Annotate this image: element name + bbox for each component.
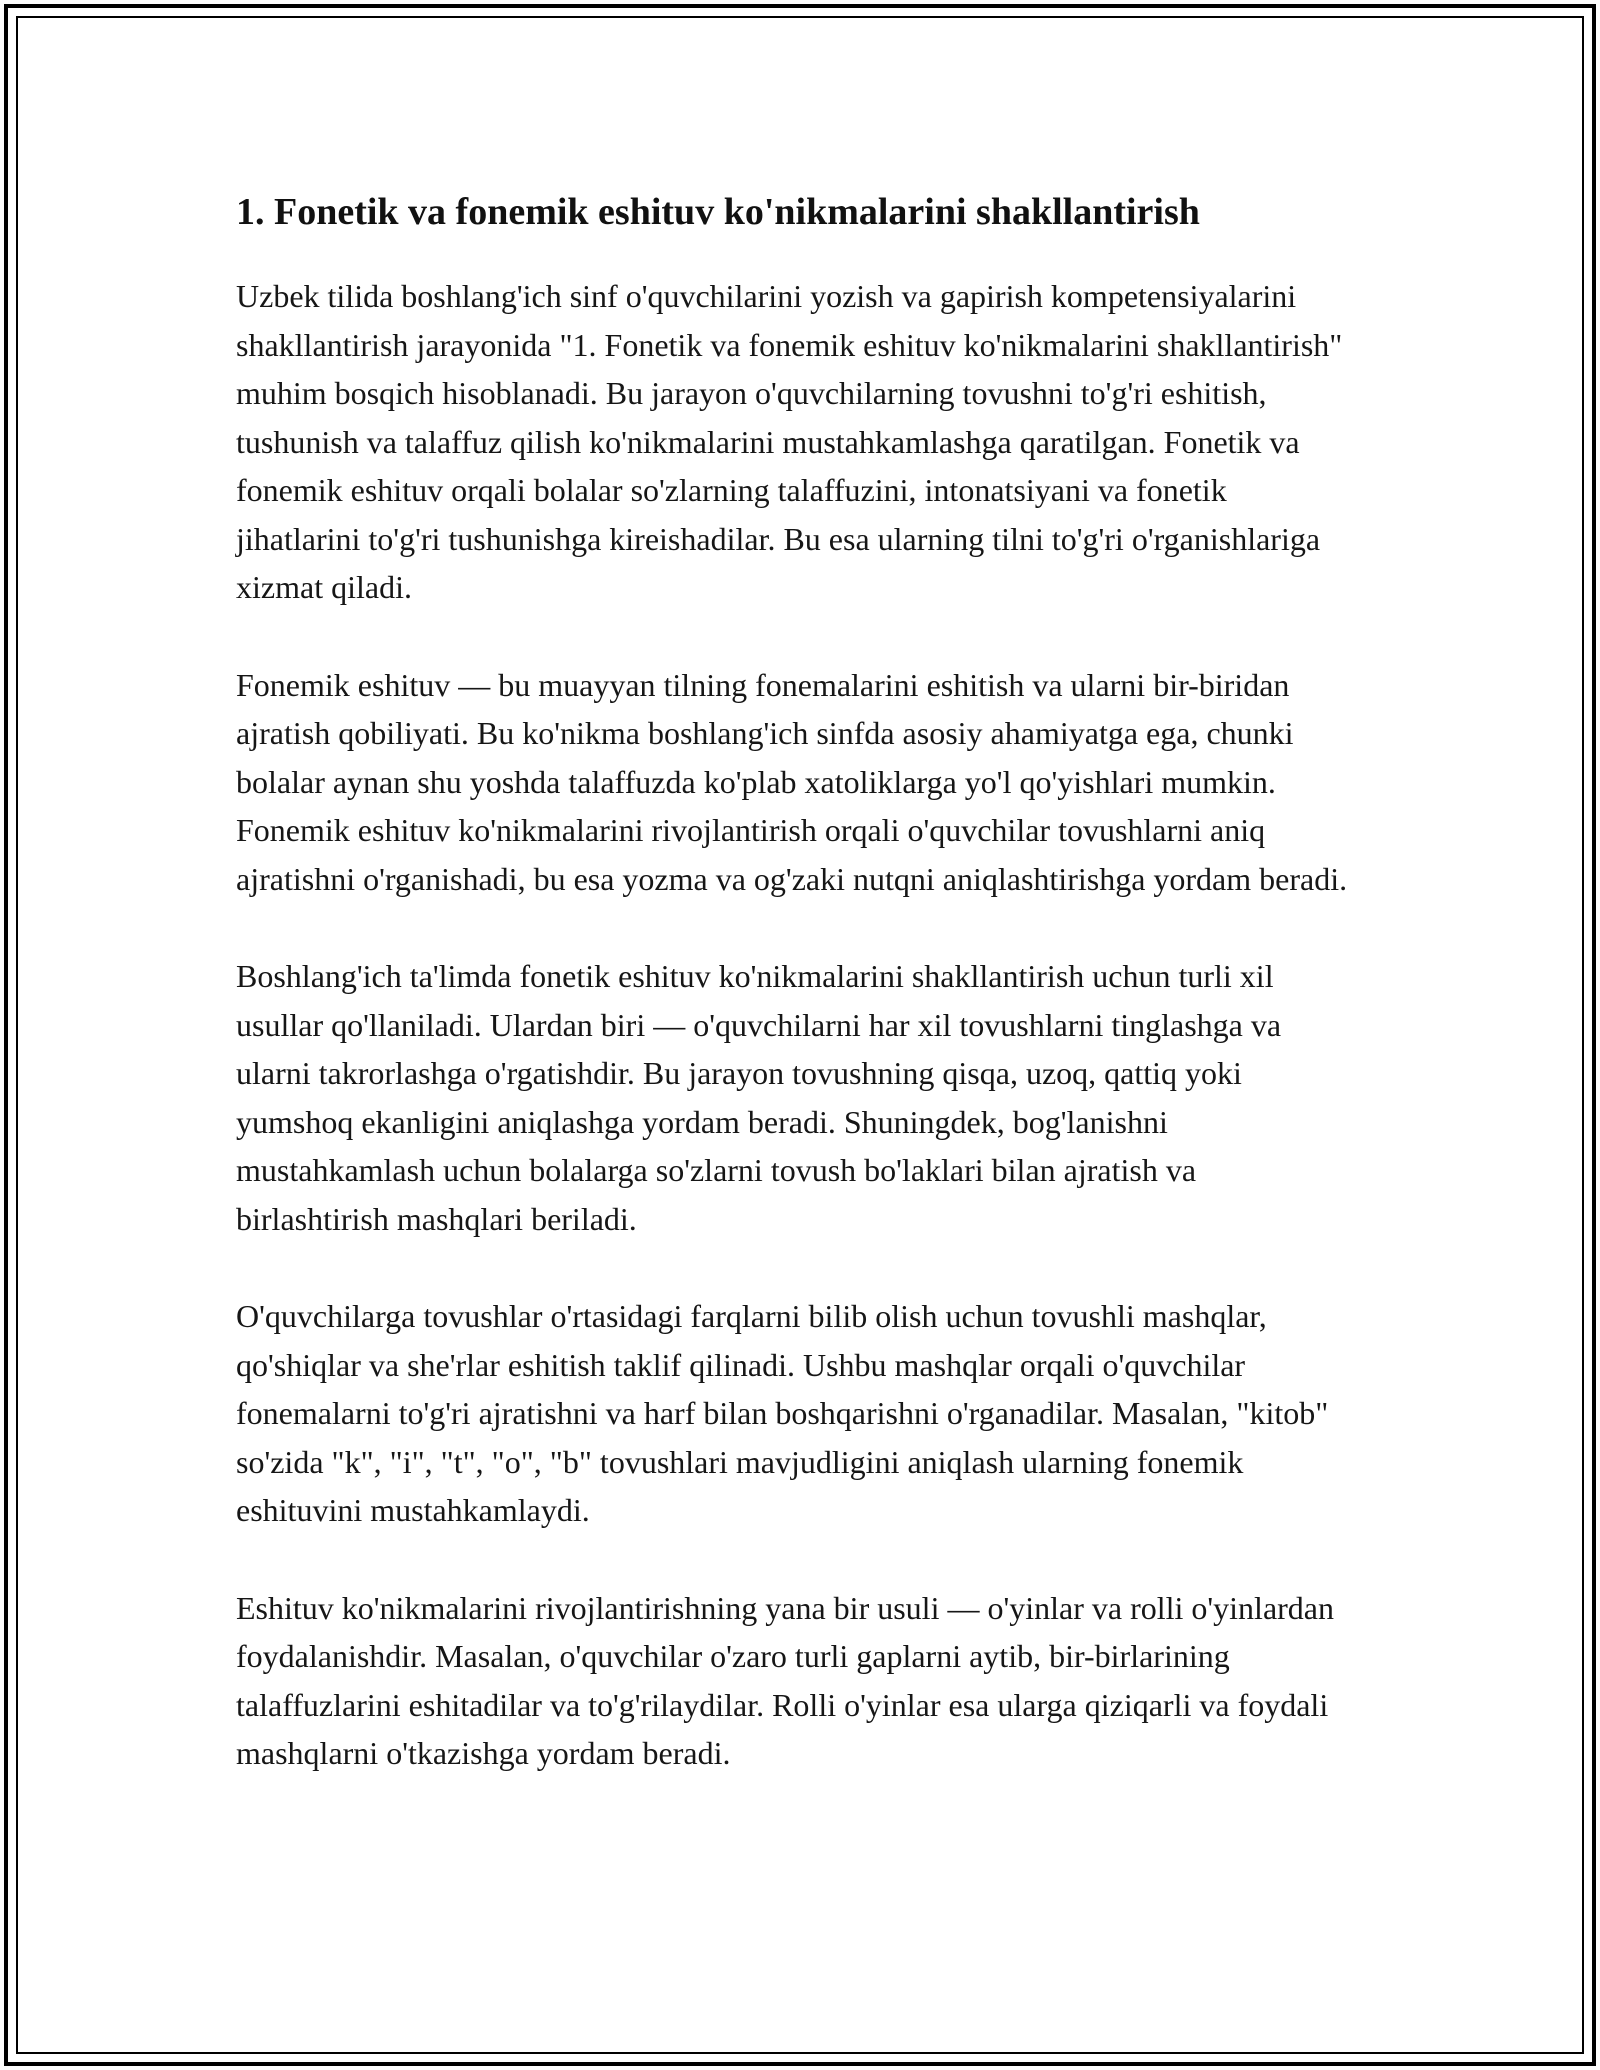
paragraph-5: Eshituv ko'nikmalarini rivojlantirishning yana bir usuli — o'yinlar va rolli o'yinlardan foydalanishdir. Masalan, o'quvchilar o'zaro turli gaplarni aytib, bir-birlarining talaffuzlarini eshitadilar va to'g'rilaydilar. Rolli o'yinlar esa ularga qiziqarli va foydali mashqlarni o'tkazishga yordam beradi. xyxy=(236,1589,1334,1771)
paragraph-2: Fonemik eshituv — bu muayyan tilning fonemalarini eshitish va ularni bir-biridan ajratish qobiliyati. Bu ko'nikma boshlang'ich sinfda asosiy ahamiyatga ega, chunki bolalar aynan shu yoshda talaffuzda ko'plab xatoliklarga yo'l qo'yishlari mumkin. Fonemik eshituv ko'nikmalarini rivojlantirish orqali o'quvchilar tovushlarni aniq ajratishni o'rganishadi, bu esa yozma va og'zaki nutqni aniqlashtirishga yordam beradi. xyxy=(236,666,1348,897)
paragraph-3: Boshlang'ich ta'limda fonetik eshituv ko'nikmalarini shakllantirish uchun turli xil usullar qo'llaniladi. Ulardan biri — o'quvchilarni har xil tovushlarni tinglashga va ularni takrorlashga o'rgatishdir. Bu jarayon tovushning qisqa, uzoq, qattiq yoki yumshoq ekanligini aniqlashga yordam beradi. Shuningdek, bog'lanishni mustahkamlash uchun bolalarga so'zlarni tovush bo'laklari bilan ajratish va birlashtirish mashqlari beriladi. xyxy=(236,958,1282,1237)
paragraph-1: Uzbek tilida boshlang'ich sinf o'quvchilarini yozish va gapirish kompetensiyalarini shakllantirish jarayonida "1. Fonetik va fonemik eshituv ko'nikmalarini shakllantirish" muhim bosqich hisoblanadi. Bu jarayon o'quvchilarning tovushni to'g'ri eshitish, tushunish va talaffuz qilish ko'nikmalarini mustahkamlashga qaratilgan. Fonetik va fonemik eshituv orqali bolalar so'zlarning talaffuzini, intonatsiyani va fonetik jihatlarini to'g'ri tushunishga kireishadilar. Bu esa ularning tilni to'g'ri o'rganishlariga xizmat qiladi. xyxy=(236,278,1343,605)
section-heading: 1. Fonetik va fonemik eshituv ko'nikmalarini shakllantirish xyxy=(236,191,1200,233)
paragraph-4: O'quvchilarga tovushlar o'rtasidagi farqlarni bilib olish uchun tovushli mashqlar, qo'shiqlar va she'rlar eshitish taklif qilinadi. Ushbu mashqlar orqali o'quvchilar fonemalarni to'g'ri ajratishni va harf bilan boshqarishni o'rganadilar. Masalan, "kitob" so'zida "k", "i", "t", "o", "b" tovushlari mavjudligini aniqlash ularning fonemik eshituvini mustahkamlaydi. xyxy=(236,1298,1329,1528)
document-body xyxy=(236,186,1356,1827)
